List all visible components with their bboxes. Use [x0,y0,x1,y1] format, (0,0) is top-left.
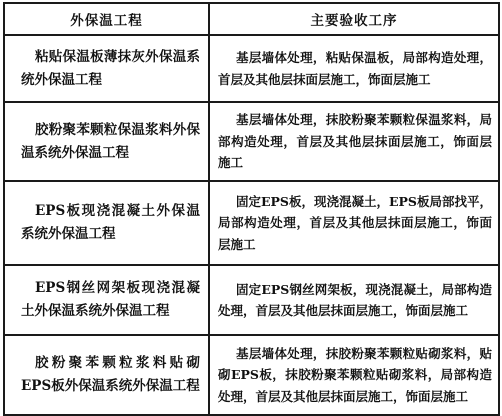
table-header-row [4,3,499,35]
system-name-cell: EPS钢丝网架板现浇混凝土外保温系统外保温工程 [4,265,209,335]
system-name-cell: 胶粉聚苯颗粒浆料贴砌EPS板外保温系统外保温工程 [4,335,209,415]
acceptance-process-table [3,2,500,416]
system-name-cell: 胶粉聚苯颗粒保温浆料外保温系统外保温工程 [4,102,209,181]
table-row [4,35,499,102]
process-cell: 基层墙体处理，抹胶粉聚苯颗粒保温浆料，局部构造处理，首层及其他层抹面层施工，饰面层施工 [209,102,499,181]
table-row [4,102,499,181]
process-cell: 固定EPS板，现浇混凝土，EPS板局部找平，局部构造处理，首层及其他层抹面层施工，饰面层施工 [209,181,499,265]
process-cell: 固定EPS钢丝网架板，现浇混凝土，局部构造处理，首层及其他层抹面层施工，饰面层施工 [209,265,499,335]
table-row [4,265,499,335]
system-name-cell: 粘贴保温板薄抹灰外保温系统外保温工程 [4,35,209,102]
header-system: 外保温工程 [4,3,209,35]
table-row [4,335,499,415]
table-row [4,181,499,265]
system-name-cell: EPS板现浇混凝土外保温系统外保温工程 [4,181,209,265]
process-cell: 基层墙体处理，抹胶粉聚苯颗粒贴砌浆料，贴砌EPS板，抹胶粉聚苯颗粒贴砌浆料，局部构造处理，首层及其他层抹面层施工，饰面层施工 [209,335,499,415]
process-cell: 基层墙体处理，粘贴保温板，局部构造处理，首层及其他层抹面层施工，饰面层施工 [209,35,499,102]
header-process: 主要验收工序 [209,3,499,35]
